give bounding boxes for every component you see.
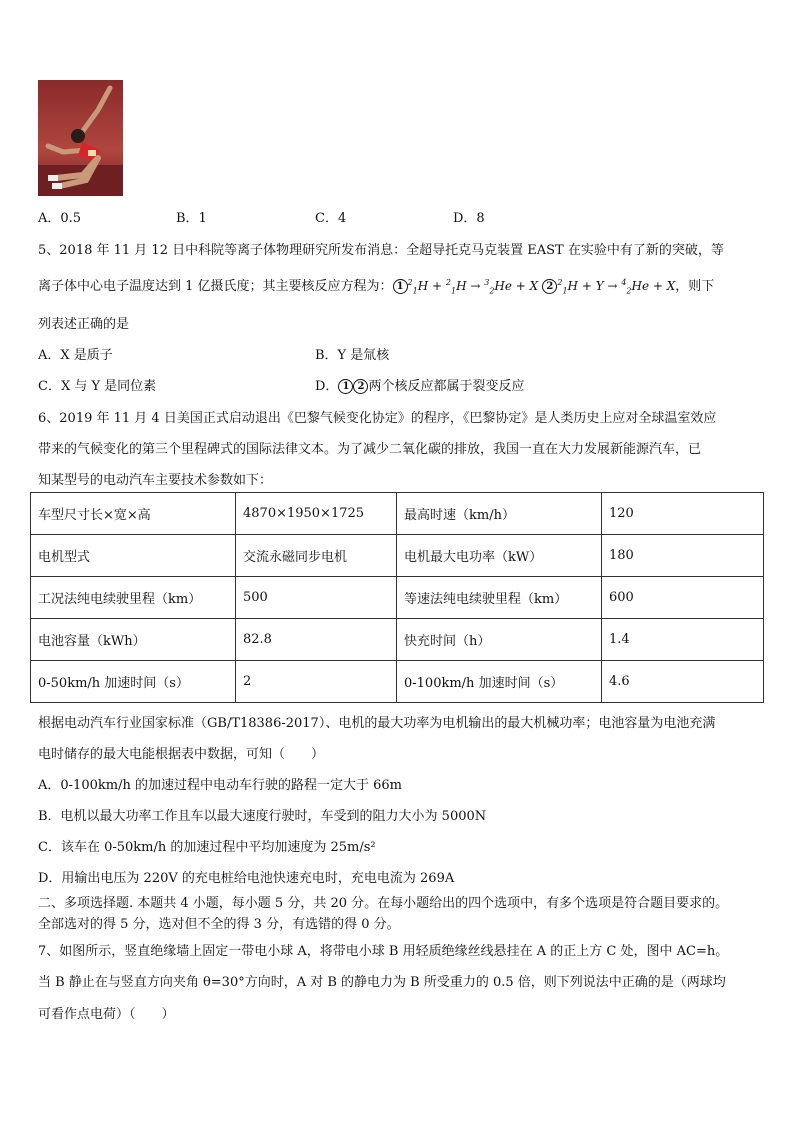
circled-one-icon: 1 bbox=[338, 379, 353, 394]
table-cell: 快充时间（h） bbox=[397, 619, 602, 661]
table-cell: 600 bbox=[602, 577, 764, 619]
table-row bbox=[31, 535, 764, 577]
table-row bbox=[31, 619, 764, 661]
q5-line2-pre: 离子体中心电子温度达到 1 亿摄氏度；其主要核反应方程为： bbox=[38, 279, 393, 294]
q7-line3: 可看作点电荷）（ ） bbox=[38, 1007, 175, 1022]
q5-option-a: A．X 是质子 bbox=[38, 348, 113, 363]
q6-option-a: A．0-100km/h 的加速过程中电动车行驶的路程一定大于 66m bbox=[38, 778, 402, 793]
spec-table bbox=[30, 492, 764, 703]
table-cell: 工况法纯电续驶里程（km） bbox=[31, 577, 236, 619]
circled-two-icon: 2 bbox=[542, 279, 557, 294]
q5-option-d bbox=[315, 375, 524, 394]
q6-line1: 6、2019 年 11 月 4 日美国正式启动退出《巴黎气候变化协定》的程序，《巴黎协定》是人类历史上应对全球温室效应 bbox=[38, 411, 717, 426]
q7-line2: 当 B 静止在与竖直方向夹角 θ=30°方向时，A 对 B 的静电力为 B 所受重力的 0.5 倍，则下列说法中正确的是（两球均 bbox=[38, 975, 726, 990]
table-row bbox=[31, 493, 764, 535]
q6-line3: 知某型号的电动汽车主要技术参数如下： bbox=[38, 473, 273, 488]
q5-line2 bbox=[38, 275, 714, 295]
reaction-equation-2: $^2_1$H + Y → $^4_2$He + X bbox=[557, 278, 676, 296]
table-cell: 500 bbox=[236, 577, 397, 619]
table-cell: 0-50km/h 加速时间（s） bbox=[31, 661, 236, 703]
table-cell: 4.6 bbox=[602, 661, 764, 703]
q5-line1: 5、2018 年 11 月 12 日中科院等离子体物理研究所发布消息：全超导托克马克装置 EAST 在实验中有了新的突破，等 bbox=[38, 243, 724, 258]
q5-option-d-prefix: D． bbox=[315, 379, 339, 394]
q6-after-line2: 电时储存的最大电能根据表中数据，可知（ ） bbox=[38, 747, 325, 762]
long-jump-photo bbox=[38, 80, 123, 196]
table-cell: 最高时速（km/h） bbox=[397, 493, 602, 535]
table-row bbox=[31, 661, 764, 703]
q6-option-c: C．该车在 0-50km/h 的加速过程中平均加速度为 25m/s² bbox=[38, 840, 376, 855]
q6-option-d: D．用输出电压为 220V 的充电桩给电池快速充电时，充电电流为 269A bbox=[38, 871, 455, 886]
section2-line2: 全部选对的得 5 分，选对但不全的得 3 分，有选错的得 0 分。 bbox=[38, 917, 400, 932]
section2-line1: 二、多项选择题. 本题共 4 小题，每小题 5 分，共 20 分。在每小题给出的四个选项中，有多个选项是符合题目要求的。 bbox=[38, 896, 729, 911]
table-cell: 等速法纯电续驶里程（km） bbox=[397, 577, 602, 619]
q4-option-b: B．1 bbox=[176, 211, 207, 226]
q6-after-line1: 根据电动汽车行业国家标准（GB/T18386-2017）、电机的最大功率为电机输出的最大机械功率；电池容量为电池充满 bbox=[38, 716, 716, 731]
table-cell: 2 bbox=[236, 661, 397, 703]
reaction-equation-1: $^2_1$H + $^2_1$H → $^3_2$He + X bbox=[407, 278, 539, 296]
table-cell: 车型尺寸长×宽×高 bbox=[31, 493, 236, 535]
q5-option-b: B．Y 是氚核 bbox=[315, 348, 390, 363]
table-cell: 0-100km/h 加速时间（s） bbox=[397, 661, 602, 703]
q5-option-d-text: 两个核反应都属于裂变反应 bbox=[368, 379, 525, 394]
q4-option-a: A．0.5 bbox=[38, 211, 82, 226]
table-cell: 电池容量（kWh） bbox=[31, 619, 236, 661]
q4-option-d: D．8 bbox=[453, 211, 485, 226]
table-cell: 4870×1950×1725 bbox=[236, 493, 397, 535]
table-cell: 电机最大电功率（kW） bbox=[397, 535, 602, 577]
table-row bbox=[31, 577, 764, 619]
q6-line2: 带来的气候变化的第三个里程碑式的国际法律文本。为了减少二氧化碳的排放，我国一直在大力发展新能源汽车，已 bbox=[38, 442, 702, 457]
circled-two-icon: 2 bbox=[353, 379, 368, 394]
circled-one-icon: 1 bbox=[393, 279, 408, 294]
table-cell: 1.4 bbox=[602, 619, 764, 661]
table-cell: 电机型式 bbox=[31, 535, 236, 577]
table-cell: 82.8 bbox=[236, 619, 397, 661]
table-cell: 120 bbox=[602, 493, 764, 535]
q7-line1: 7、如图所示，竖直绝缘墙上固定一带电小球 A，将带电小球 B 用轻质绝缘丝线悬挂在 A 的正上方 C 处，图中 AC=h。 bbox=[38, 944, 729, 959]
q6-option-b: B．电机以最大功率工作且车以最大速度行驶时，车受到的阻力大小为 5000N bbox=[38, 809, 487, 824]
q5-option-c: C．X 与 Y 是同位素 bbox=[38, 379, 157, 394]
q4-option-c: C．4 bbox=[315, 211, 347, 226]
table-cell: 交流永磁同步电机 bbox=[236, 535, 397, 577]
q5-line2-post: ，则下 bbox=[675, 279, 715, 294]
q5-line3: 列表述正确的是 bbox=[38, 317, 130, 332]
table-cell: 180 bbox=[602, 535, 764, 577]
